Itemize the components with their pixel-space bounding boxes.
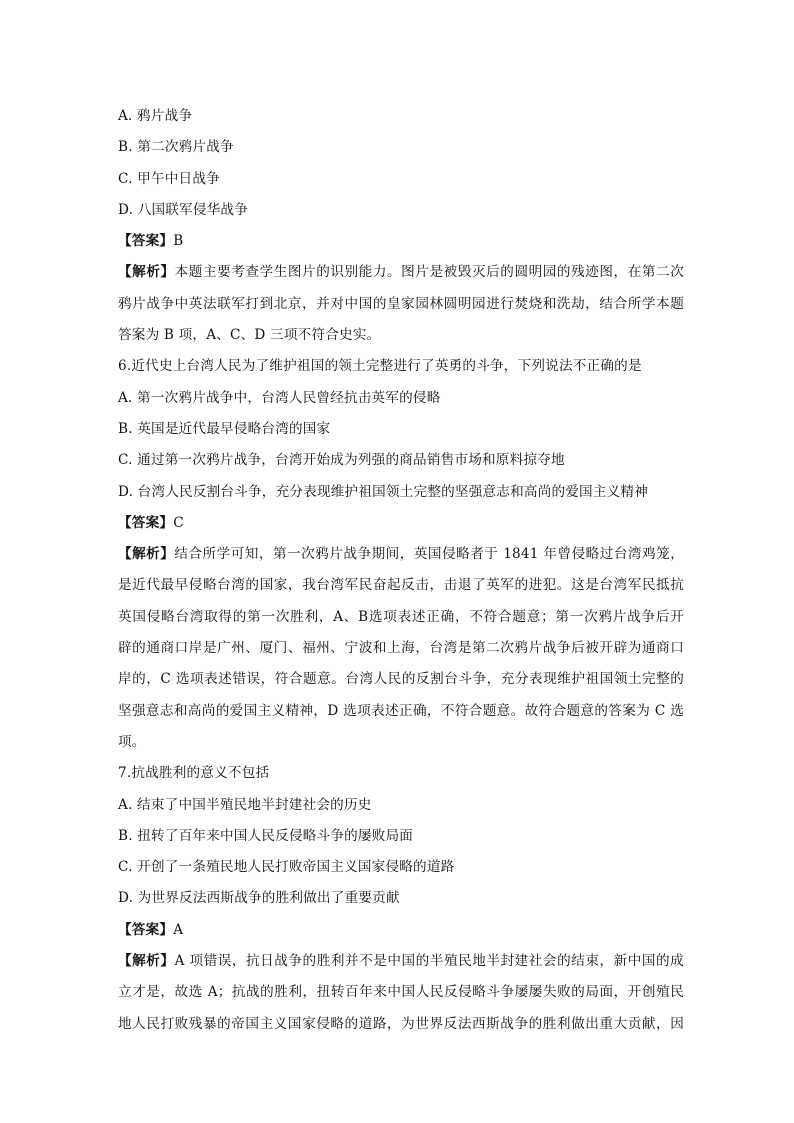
q5-analysis-line: 答案为 B 项，A、C、D 三项不符合史实。 xyxy=(118,327,381,344)
q6-analysis-tag: 【解析】 xyxy=(118,546,175,563)
q5-option-a: A. 鸦片战争 xyxy=(118,108,193,124)
q6-option-d: D. 台湾人民反割台斗争，充分表现维护祖国领土完整的坚强意志和高尚的爱国主义精神 xyxy=(118,483,649,500)
q5-analysis-text: 本题主要考查学生图片的识别能力。图片是被毁灭后的圆明园的残迹图，在第二次 xyxy=(174,264,684,281)
q6-analysis-line: 英国侵略台湾取得的第一次胜利，A、B选项表述正确，不符合题意；第一次鸦片战争后开 xyxy=(118,608,684,625)
q7-answer-tag: 【答案】 xyxy=(118,921,174,938)
q6-question: 6.近代史上台湾人民为了维护祖国的领土完整进行了英勇的斗争，下列说法不正确的是 xyxy=(118,358,642,375)
q6-analysis-line: 是近代最早侵略台湾的国家，我台湾军民奋起反击，击退了英军的进犯。这是台湾军民抵抗 xyxy=(118,577,684,594)
q6-option-c: C. 通过第一次鸦片战争，台湾开始成为列强的商品销售市场和原料掠夺地 xyxy=(118,452,565,469)
q7-question: 7.抗战胜利的意义不包括 xyxy=(118,765,270,782)
q5-answer xyxy=(118,226,684,257)
q6-analysis-line: 岸的，C 选项表述错误，符合题意。台湾人民的反割台斗争，充分表现维护祖国领土完整的 xyxy=(118,671,684,688)
q5-analysis-line xyxy=(118,257,684,288)
q6-answer xyxy=(118,508,684,539)
q6-answer-tag: 【答案】 xyxy=(118,514,174,531)
q6-option-a: A. 第一次鸦片战争中，台湾人民曾经抗击英军的侵略 xyxy=(118,389,441,406)
q5-analysis xyxy=(118,257,684,351)
q6-analysis-line: 辟的通商口岸是广州、厦门、福州、宁波和上海，台湾是第二次鸦片战争后被开辟为通商口 xyxy=(118,640,684,657)
q7-analysis-line xyxy=(118,946,684,977)
q6-answer-value: C xyxy=(173,514,184,531)
q7-analysis-text: A 项错误，抗日战争的胜利并不是中国的半殖民地半封建社会的结束，新中国的成 xyxy=(174,953,684,970)
q7-option-d: D. 为世界反法西斯战争的胜利做出了重要贡献 xyxy=(118,890,400,907)
q5-option-c: C. 甲午中日战争 xyxy=(118,170,220,187)
q7-analysis xyxy=(118,946,684,1040)
q6-analysis-line xyxy=(118,539,684,570)
q6-analysis-line: 项。 xyxy=(118,733,146,750)
document-page xyxy=(118,101,684,1040)
q5-answer-value: B xyxy=(173,233,184,250)
q7-analysis-line: 立才是，故选 A；抗战的胜利，扭转百年来中国人民反侵略斗争屡屡失败的局面，开创殖民 xyxy=(118,984,684,1001)
q7-analysis-tag: 【解析】 xyxy=(118,953,175,970)
q5-analysis-tag: 【解析】 xyxy=(118,264,175,281)
q6-option-b: B. 英国是近代最早侵略台湾的国家 xyxy=(118,420,331,437)
q5-answer-tag: 【答案】 xyxy=(118,233,174,250)
q7-answer xyxy=(118,915,684,946)
q6-analysis-text: 结合所学可知，第一次鸦片战争期间，英国侵略者于 1841 年曾侵略过台湾鸡笼， xyxy=(174,546,684,563)
q7-option-a: A. 结束了中国半殖民地半封建社会的历史 xyxy=(118,796,372,813)
q7-analysis-line: 地人民打败残暴的帝国主义国家侵略的道路，为世界反法西斯战争的胜利做出重大贡献，因 xyxy=(118,1015,684,1032)
q7-option-b: B. 扭转了百年来中国人民反侵略斗争的屡败局面 xyxy=(118,827,414,844)
q5-option-b: B. 第二次鸦片战争 xyxy=(118,139,234,156)
q7-answer-value: A xyxy=(173,921,184,938)
q6-analysis-line: 坚强意志和高尚的爱国主义精神，D 选项表述正确，不符合题意。故符合题意的答案为 C 选 xyxy=(118,702,684,719)
q7-option-c: C. 开创了一条殖民地人民打败帝国主义国家侵略的道路 xyxy=(118,859,455,876)
q6-analysis xyxy=(118,539,684,758)
q5-option-d: D. 八国联军侵华战争 xyxy=(118,201,249,218)
q5-analysis-line: 鸦片战争中英法联军打到北京，并对中国的皇家园林圆明园进行焚烧和洗劫，结合所学本题 xyxy=(118,295,684,312)
